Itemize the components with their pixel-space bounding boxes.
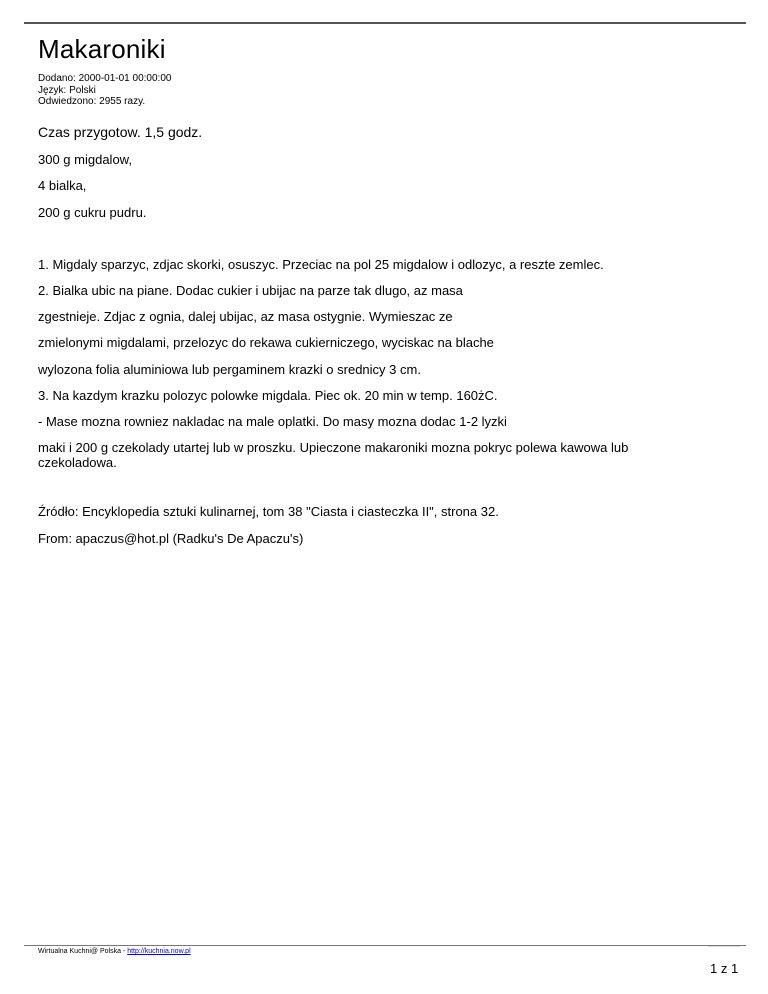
source-note: Źródło: Encyklopedia sztuki kulinarnej, tom 38 "Ciasta i ciasteczka II", strona 32. [38, 504, 499, 519]
author-note: From: apaczus@hot.pl (Radku's De Apaczu's) [38, 531, 304, 546]
step-line: wylozona folia aluminiowa lub pergaminem krazki o srednicy 3 cm. [38, 362, 421, 377]
step-line: 2. Bialka ubic na piane. Dodac cukier i ubijac na parze tak dlugo, az masa [38, 283, 463, 298]
visit-count: Odwiedzono: 2955 razy. [38, 96, 146, 107]
step-line: 1. Migdaly sparzyc, zdjac skorki, osuszyc. Przeciac na pol 25 migdalow i odlozyc, a reszte zemlec. [38, 257, 604, 272]
step-line: 3. Na kazdym krazku polozyc polowke migdala. Piec ok. 20 min w temp. 160żC. [38, 388, 498, 403]
footer-site-link[interactable]: http://kuchnia.now.pl [127, 948, 191, 955]
added-date: Dodano: 2000-01-01 00:00:00 [38, 73, 172, 84]
step-line: zgestnieje. Zdjac z ognia, dalej ubijac, az masa ostygnie. Wymieszac ze [38, 309, 453, 324]
ingredient: 200 g cukru pudru. [38, 205, 147, 220]
bottom-divider [24, 945, 746, 946]
page-number: 1 z 1 [710, 961, 739, 976]
footer [38, 948, 191, 955]
language: Język: Polski [38, 84, 96, 96]
recipe-meta [38, 73, 171, 108]
ingredient: 4 bialka, [38, 178, 87, 193]
page-title: Makaroniki [38, 34, 166, 64]
ingredient: 300 g migdalow, [38, 152, 132, 167]
step-line: - Mase mozna rowniez nakladac na male oplatki. Do masy mozna dodac 1-2 lyzki [38, 414, 507, 429]
prep-time: Czas przygotow. 1,5 godz. [38, 124, 203, 140]
step-line: zmielonymi migdalami, przelozyc do rekawa cukierniczego, wyciskac na blache [38, 335, 494, 350]
step-line: maki i 200 g czekolady utartej lub w proszku. Upieczone makaroniki mozna pokryc polewa kawowa lub czekoladowa. [38, 440, 629, 470]
footer-mark [708, 946, 740, 947]
top-divider [24, 22, 746, 24]
footer-site-label: Wirtualna Kuchni@ Polska - [38, 948, 128, 955]
